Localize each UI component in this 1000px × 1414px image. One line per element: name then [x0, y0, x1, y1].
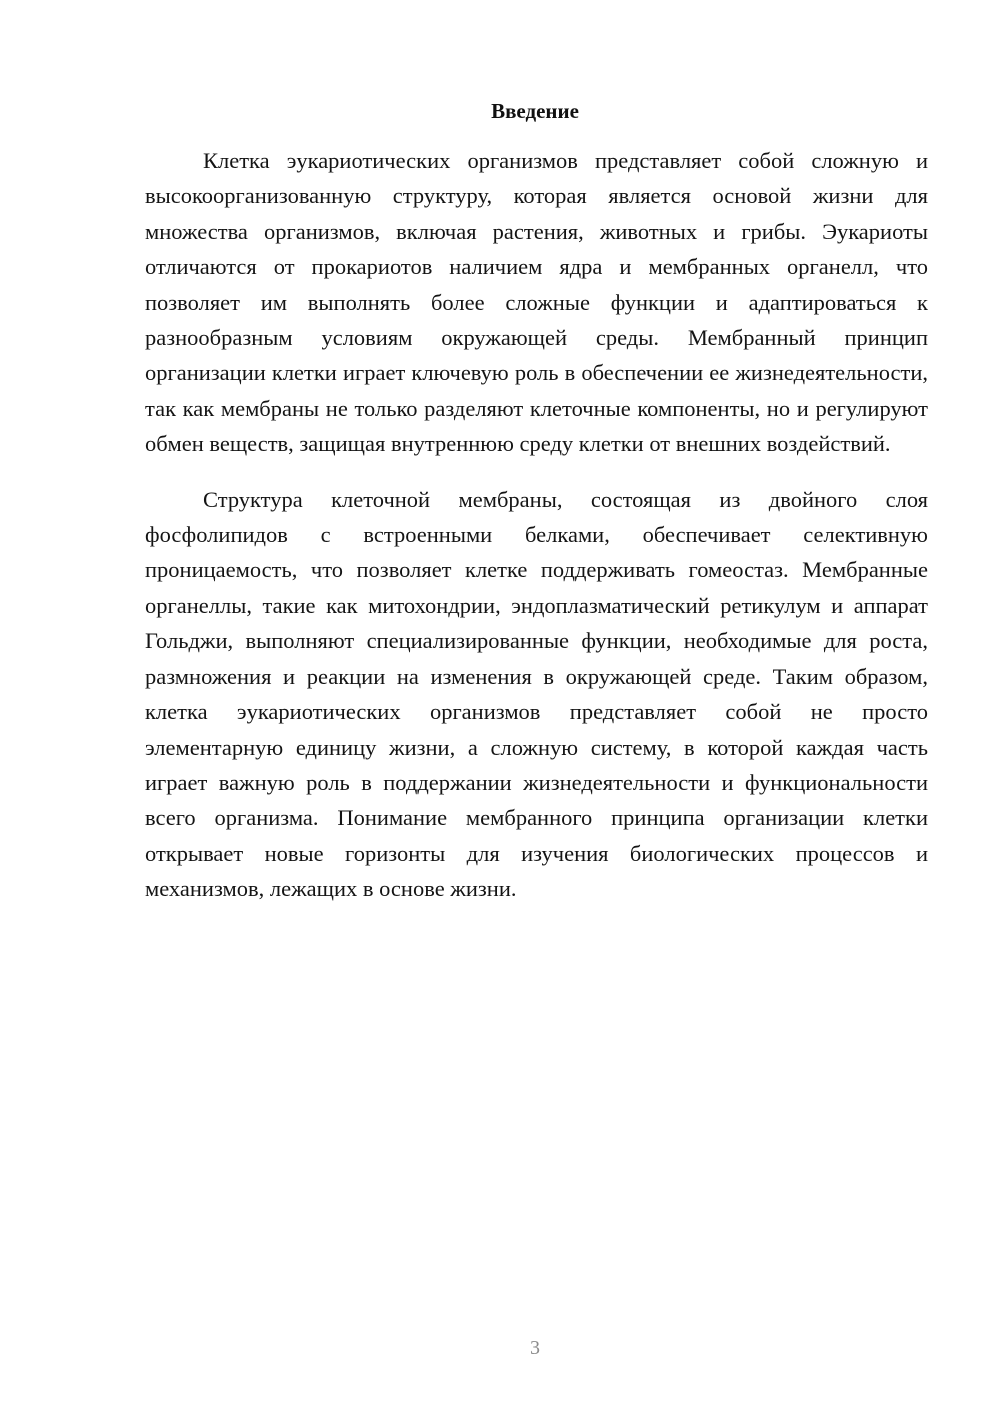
paragraph-2: Структура клеточной мембраны, состоящая из двойного слоя фосфолипидов с встроенными белками, обеспечивает селективную проницаемость, что позволяет клетке поддерживать гомеостаз. Мембранные органеллы, такие как митохондрии, эндоплазматический ретикулум и аппарат Гольджи, выполняют специализированные функции, необходимые для роста, размножения и реакции на изменения в окружающей среде. Таким образом, клетка эукариотических организмов представляет собой не просто элементарную единицу жизни, а сложную систему, в которой каждая часть играет важную роль в поддержании жизнедеятельности и функциональности всего организма. Понимание мембранного принципа организации клетки открывает новые горизонты для изучения биологических процессов и механизмов, лежащих в основе жизни. [145, 486, 928, 902]
paragraph-1: Клетка эукариотических организмов представляет собой сложную и высокоорганизованную структуру, которая является основой жизни для множества организмов, включая растения, животных и грибы. Эукариоты отличаются от прокариотов наличием ядра и мембранных органелл, что позволяет им выполнять более сложные функции и адаптироваться к разнообразным условиям окружающей среды. Мембранный принцип организации клетки играет ключевую роль в обеспечении ее жизнедеятельности, так как мембраны не только разделяют клеточные компоненты, но и регулируют обмен веществ, защищая внутреннюю среду клетки от внешних воздействий. [145, 148, 928, 457]
section-heading: Введение [491, 99, 579, 123]
page-number: 3 [530, 1337, 540, 1359]
body-text [145, 143, 928, 907]
